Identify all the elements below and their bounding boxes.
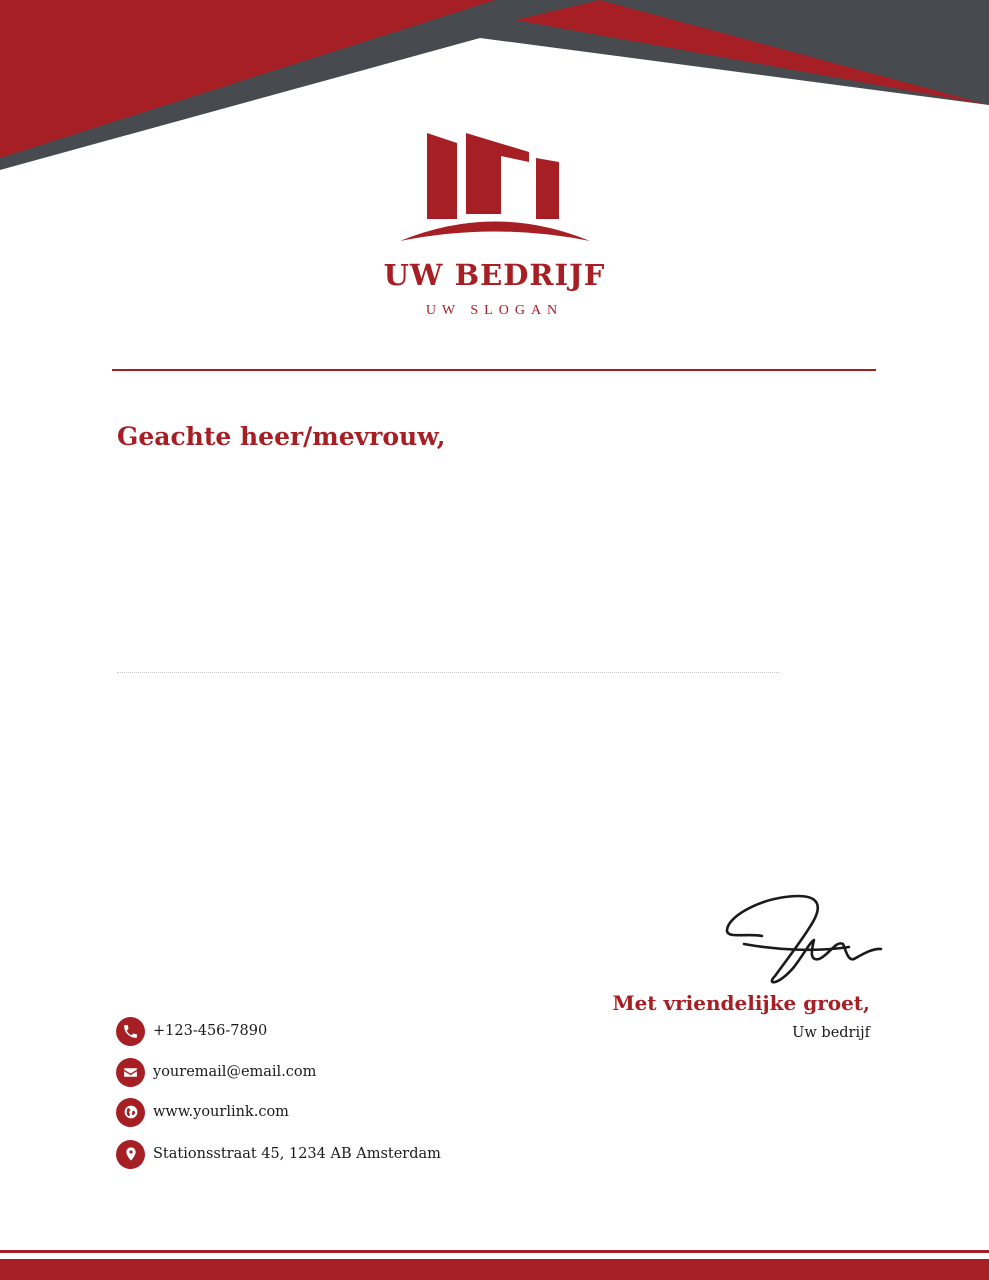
company-name: UW BEDRIJF bbox=[383, 258, 606, 292]
footer-line bbox=[0, 1250, 989, 1253]
email-icon bbox=[116, 1058, 145, 1087]
closing-phrase: Met vriendelijke groet, bbox=[612, 991, 870, 1015]
contact-address-text: Stationsstraat 45, 1234 AB Amsterdam bbox=[153, 1146, 441, 1162]
contact-address bbox=[116, 1139, 441, 1169]
signature bbox=[722, 890, 886, 984]
contact-website-text: www.yourlink.com bbox=[153, 1104, 289, 1120]
contact-phone bbox=[116, 1016, 267, 1046]
salutation: Geachte heer/mevrouw, bbox=[117, 422, 446, 451]
contact-email-text: youremail@email.com bbox=[153, 1064, 317, 1080]
body-dotted-separator bbox=[117, 672, 779, 673]
header-divider bbox=[112, 369, 876, 371]
contact-phone-text: +123-456-7890 bbox=[153, 1023, 268, 1039]
location-pin-icon bbox=[116, 1140, 145, 1169]
company-logo bbox=[398, 130, 592, 245]
company-slogan: UW SLOGAN bbox=[425, 303, 564, 318]
footer-bar bbox=[0, 1259, 989, 1280]
contact-website bbox=[116, 1097, 289, 1127]
globe-icon bbox=[116, 1098, 145, 1127]
closing-name: Uw bedrijf bbox=[792, 1025, 870, 1041]
contact-email bbox=[116, 1057, 316, 1087]
phone-icon bbox=[116, 1017, 145, 1046]
